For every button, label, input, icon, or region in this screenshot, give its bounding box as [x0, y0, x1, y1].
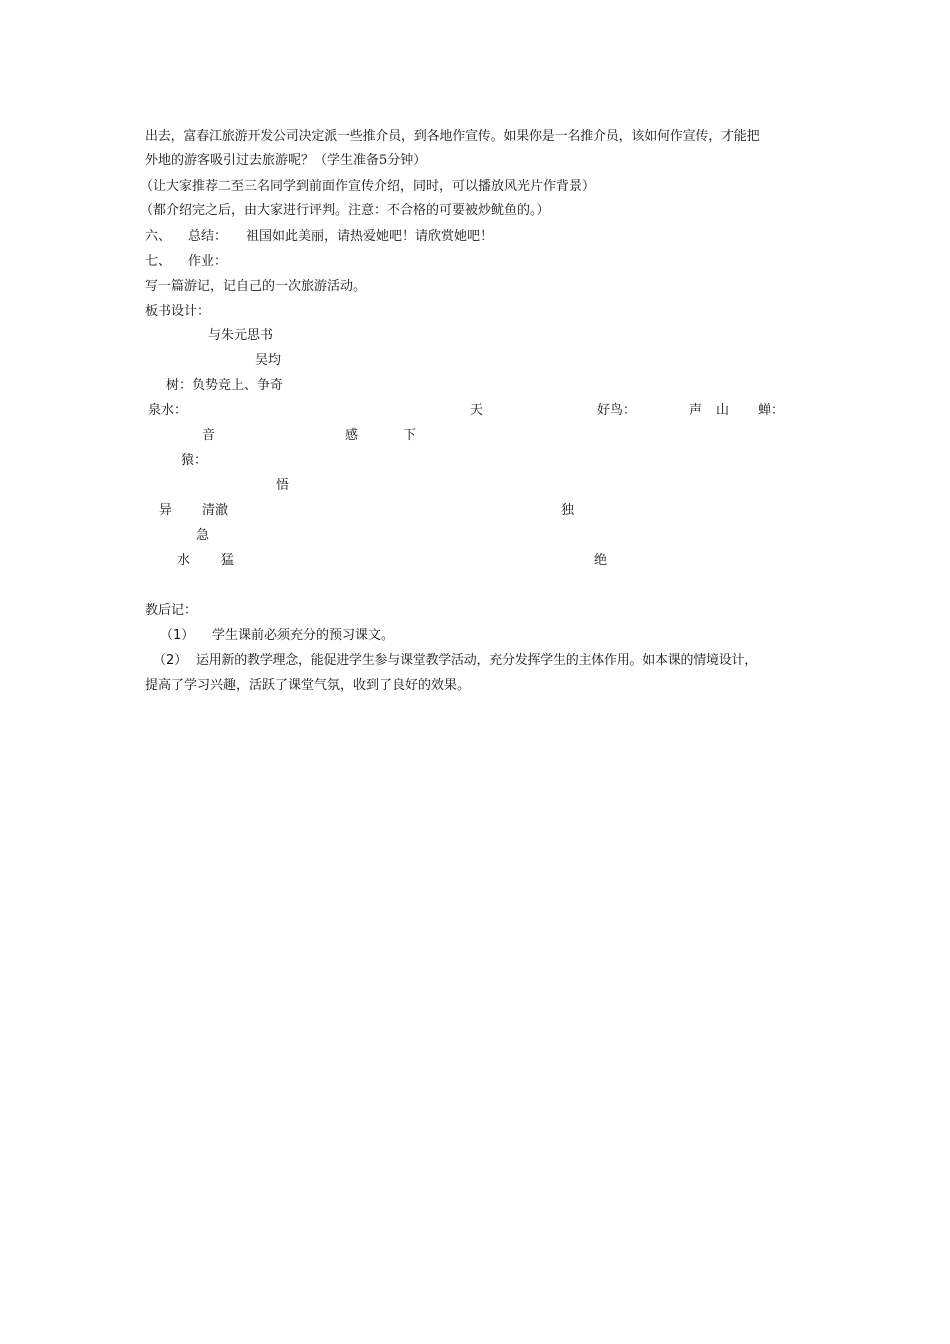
board-word: 声 [689, 403, 703, 418]
board-item-bird: 好鸟： [597, 403, 637, 418]
homework-text: 写一篇游记，记自己的一次旅游活动。 [145, 279, 367, 294]
board-author: 吴均 [255, 353, 282, 368]
activity-note: （让大家推荐二至三名同学到前面作宣传介绍，同时，可以播放风光片作背景） [140, 179, 596, 194]
list-item-text: 学生课前必须充分的预习课文。 [212, 628, 395, 643]
board-word: 异 [159, 503, 173, 518]
board-design-heading: 板书设计： [145, 304, 211, 319]
list-item-text: 提高了学习兴趣，活跃了课堂气氛，收到了良好的效果。 [145, 678, 471, 693]
board-word: 下 [403, 428, 417, 443]
board-word: 独 [561, 503, 575, 518]
board-word: 猛 [221, 553, 235, 568]
board-word: 天 [470, 403, 484, 418]
section-label: 总结： [188, 229, 228, 244]
list-number: （2） [153, 653, 188, 668]
section-number: 七、 [145, 254, 172, 269]
board-word: 感 [345, 428, 359, 443]
board-item-ape: 猿： [181, 453, 208, 468]
list-item-text: 运用新的教学理念，能促进学生参与课堂教学活动，充分发挥学生的主体作用。如本课的情境设计， [196, 653, 758, 668]
paragraph-line: 外地的游客吸引过去旅游呢？（学生准备5分钟） [145, 153, 427, 168]
board-word: 音 [202, 428, 216, 443]
board-item-spring: 泉水： [148, 403, 188, 418]
board-title: 与朱元思书 [208, 328, 274, 343]
section-number: 六、 [145, 229, 172, 244]
board-word: 绝 [594, 553, 608, 568]
board-word: 清澈 [202, 503, 229, 518]
board-word: 山 [716, 403, 730, 418]
board-word: 水 [177, 553, 191, 568]
board-word: 悟 [276, 478, 290, 493]
summary-text: 祖国如此美丽，请热爱她吧！请欣赏她吧！ [246, 229, 494, 244]
board-item-cicada: 蝉： [758, 403, 785, 418]
section-label: 作业： [188, 254, 228, 269]
list-number: （1） [160, 628, 195, 643]
board-item-tree: 树：负势竞上、争奇 [166, 378, 284, 393]
activity-note: （都介绍完之后，由大家进行评判。注意：不合格的可要被炒鱿鱼的。） [140, 203, 550, 218]
paragraph-line: 出去，富春江旅游开发公司决定派一些推介员，到各地作宣传。如果你是一名推介员，该如何作宣传，才能把 [145, 129, 760, 144]
board-word: 急 [196, 528, 210, 543]
postscript-heading: 教后记： [145, 603, 198, 618]
